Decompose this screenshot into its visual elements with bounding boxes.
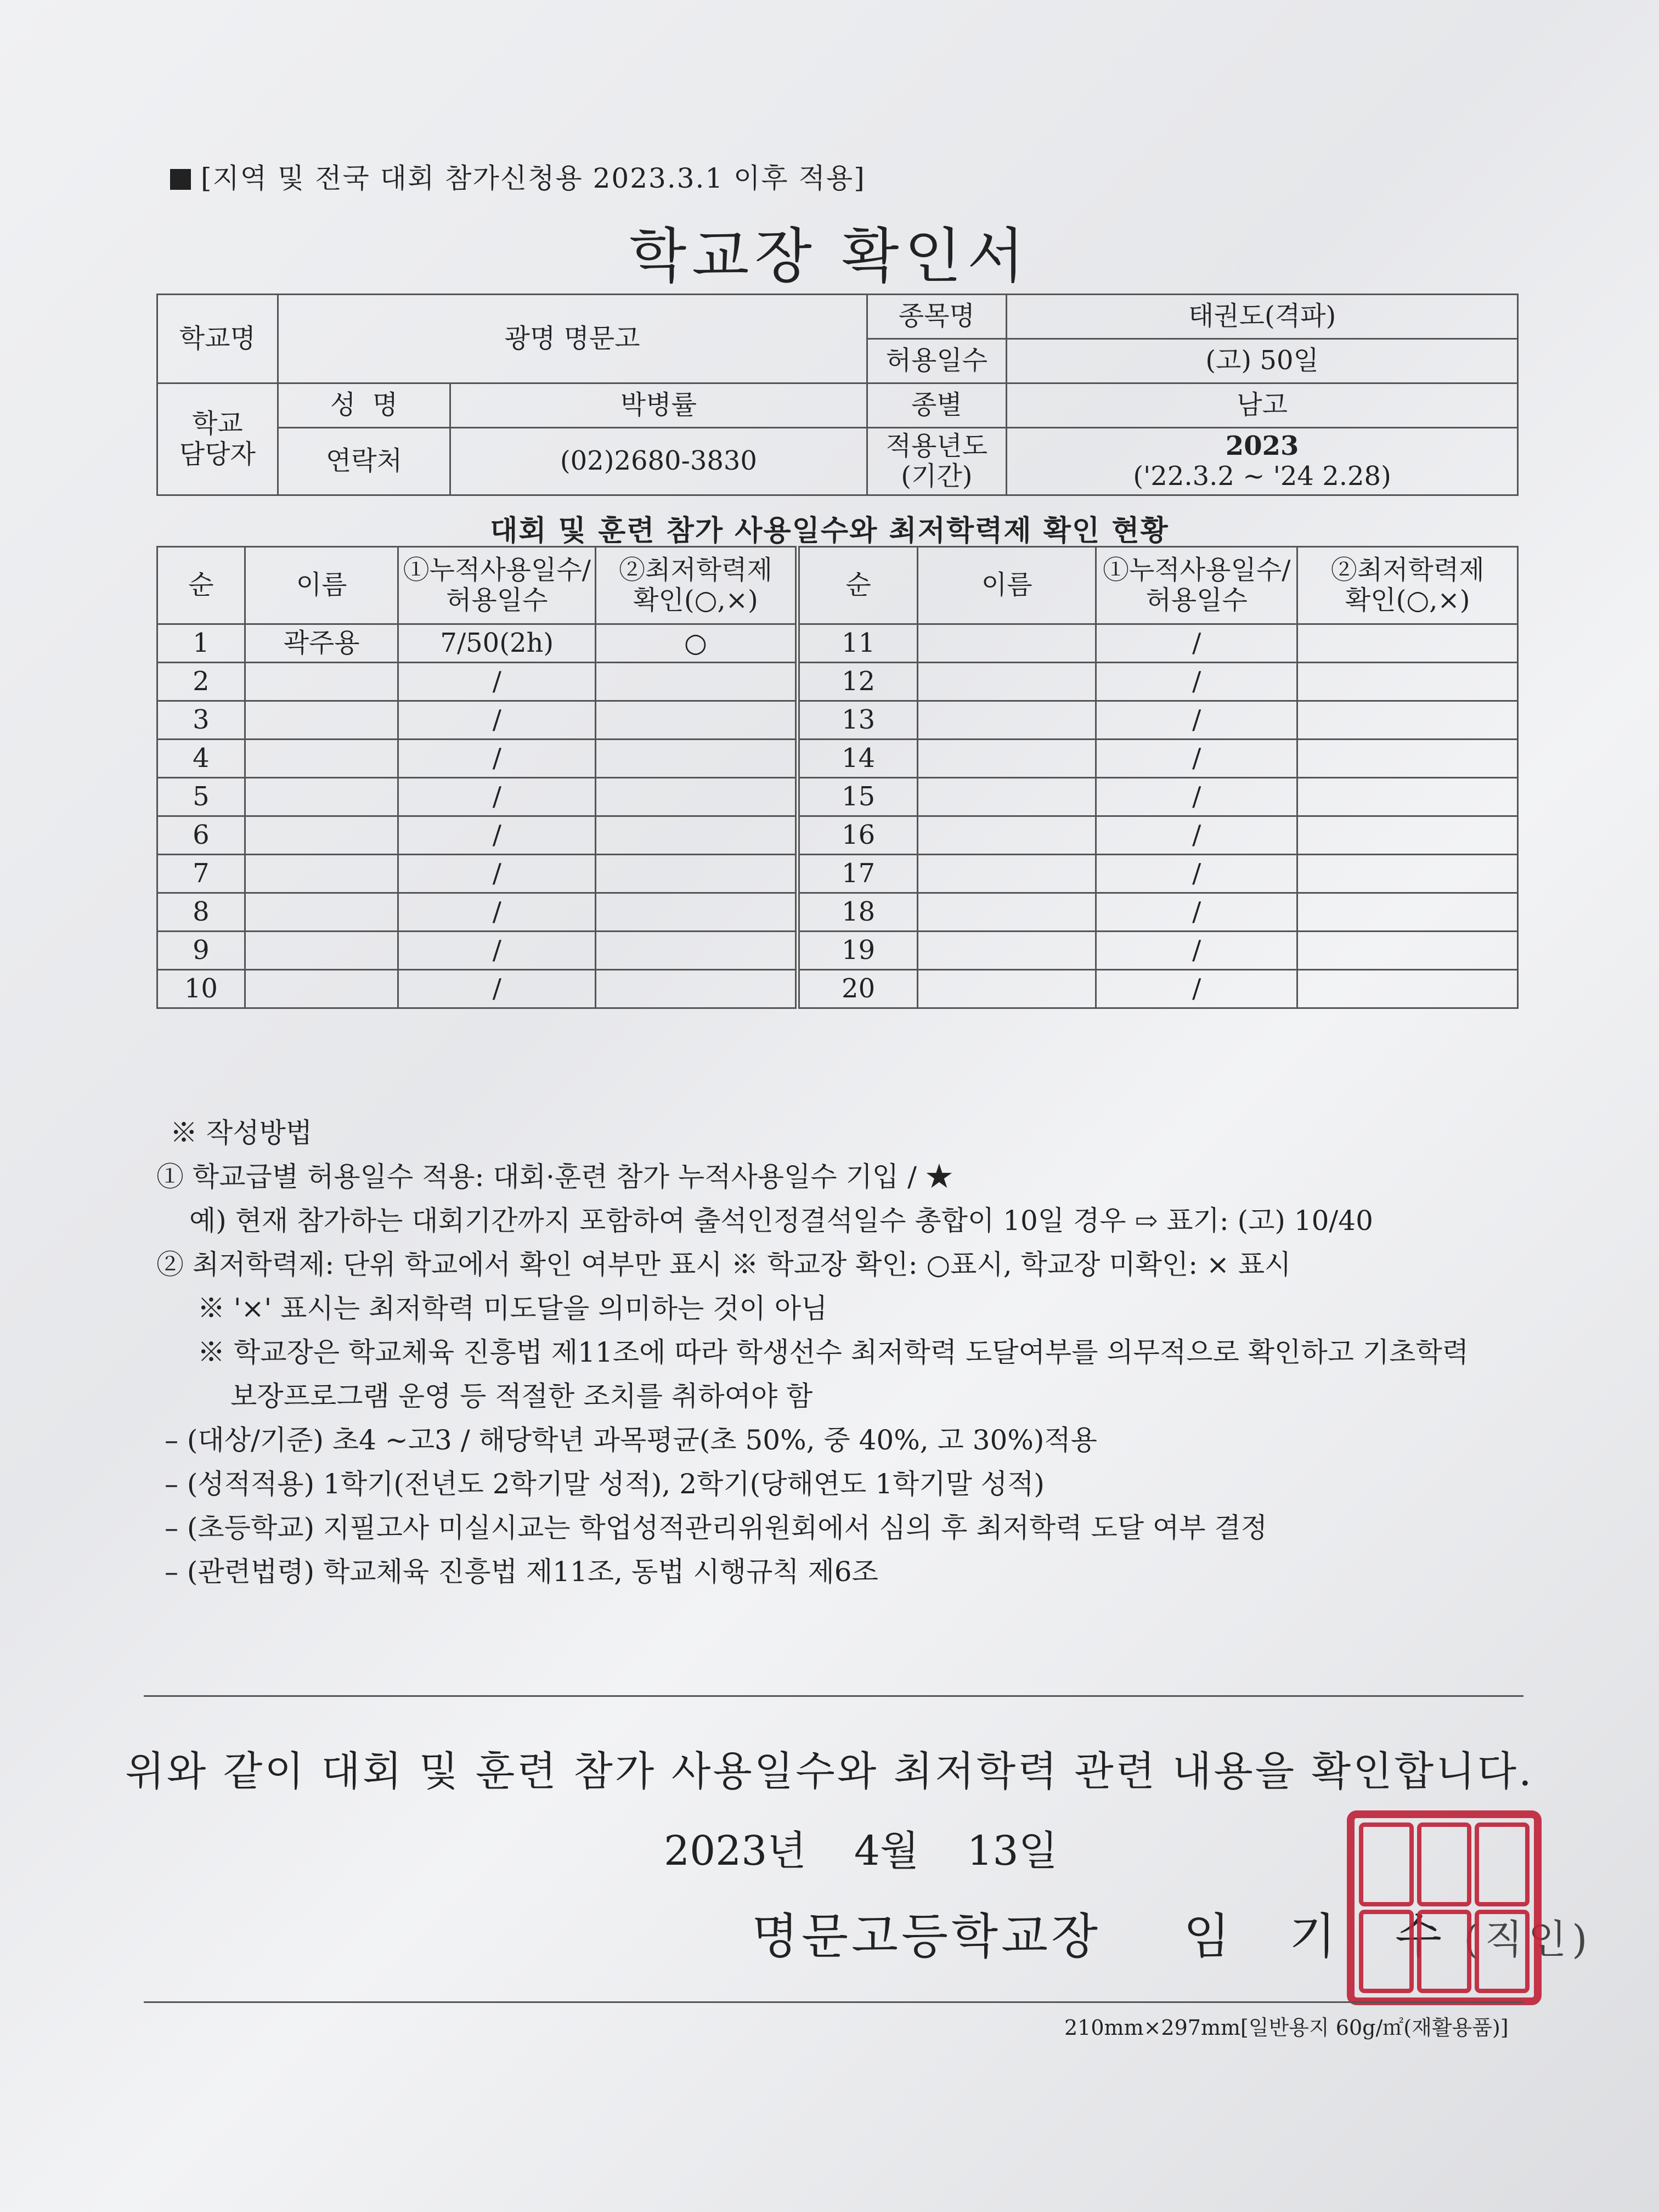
seal-glyph	[1475, 1910, 1530, 1994]
left-no-cell: 3	[157, 701, 245, 740]
instruction-line: ※ 학교장은 학교체육 진흥법 제11조에 따라 학생선수 최저학력 도달여부를 의무적으로 확인하고 기초학력	[198, 1336, 1469, 1368]
left-check-cell	[596, 778, 798, 816]
left-no-cell: 10	[157, 970, 245, 1008]
apply-year-label: 적용년도 (기간)	[867, 428, 1007, 495]
right-check-cell	[1297, 932, 1518, 970]
event-label: 종목명	[867, 295, 1007, 339]
left-days-cell: /	[398, 816, 596, 855]
left-name-cell	[245, 932, 398, 970]
allowed-days-label: 허용일수	[867, 339, 1007, 383]
issue-date: 2023년 4월 13일	[664, 1827, 1058, 1875]
right-name-cell	[918, 778, 1096, 816]
left-days-cell: /	[398, 740, 596, 778]
right-name-cell	[918, 740, 1096, 778]
instructions	[156, 1111, 1469, 1594]
left-days-cell: /	[398, 932, 596, 970]
apply-period-value: ('22.3.2 ~ '24 2.28)	[1133, 461, 1391, 492]
school-value: 광명 명문고	[278, 295, 867, 383]
left-name-cell	[245, 855, 398, 893]
right-days-cell: /	[1096, 663, 1297, 701]
table-row	[157, 624, 1518, 663]
left-name-cell	[245, 663, 398, 701]
table-row	[157, 855, 1518, 893]
right-no-cell: 12	[797, 663, 918, 701]
instruction-line: 예) 현재 참가하는 대회기간까지 포함하여 출석인정결석일수 총합이 10일 경우 ⇨ 표기: (고) 10/40	[189, 1205, 1373, 1237]
table-row	[157, 663, 1518, 701]
usage-rows	[157, 624, 1518, 1008]
left-check-cell	[596, 855, 798, 893]
left-check-cell: ○	[596, 624, 798, 663]
instruction-line: – (관련법령) 학교체육 진흥법 제11조, 동법 시행규칙 제6조	[165, 1556, 878, 1588]
official-seal-stamp	[1347, 1810, 1542, 2005]
seal-glyph	[1475, 1822, 1530, 1906]
header-no-left: 순	[157, 547, 245, 624]
instruction-line: ※ '×' 표시는 최저학력 미도달을 의미하는 것이 아님	[198, 1293, 828, 1324]
apply-year-value: 2023	[1225, 430, 1299, 461]
left-name-cell	[245, 893, 398, 932]
left-days-cell: /	[398, 778, 596, 816]
document-title: 학교장 확인서	[629, 222, 1030, 291]
left-days-cell: /	[398, 855, 596, 893]
manager-label: 학교 담당자	[157, 383, 278, 495]
header-cumulative-right: ①누적사용일수/ 허용일수	[1096, 547, 1297, 624]
right-name-cell	[918, 970, 1096, 1008]
header-name-right: 이름	[918, 547, 1096, 624]
official-seal-word: (직인)	[1464, 1916, 1593, 1962]
left-check-cell	[596, 701, 798, 740]
table-row	[157, 893, 1518, 932]
contact-value: (02)2680-3830	[450, 428, 867, 495]
right-name-cell	[918, 855, 1096, 893]
seal-glyph	[1417, 1910, 1472, 1994]
confirmation-statement: 위와 같이 대회 및 훈련 참가 사용일수와 최저학력 관련 내용을 확인합니다.	[125, 1748, 1534, 1795]
left-no-cell: 6	[157, 816, 245, 855]
right-name-cell	[918, 663, 1096, 701]
header-cumulative-left: ①누적사용일수/ 허용일수	[398, 547, 596, 624]
right-name-cell	[918, 701, 1096, 740]
right-check-cell	[1297, 778, 1518, 816]
seal-glyph	[1359, 1822, 1414, 1906]
table-row	[157, 816, 1518, 855]
usage-table	[156, 546, 1519, 1009]
left-days-cell: /	[398, 663, 596, 701]
left-check-cell	[596, 740, 798, 778]
instruction-line: 보장프로그램 운영 등 적절한 조치를 취하여야 함	[230, 1380, 813, 1412]
right-name-cell	[918, 932, 1096, 970]
right-no-cell: 20	[797, 970, 918, 1008]
divider-top	[144, 1695, 1523, 1697]
left-check-cell	[596, 970, 798, 1008]
left-name-cell	[245, 816, 398, 855]
instruction-line: – (대상/기준) 초4 ~고3 / 해당학년 과목평균(초 50%, 중 40%, 고 30%)적용	[165, 1424, 1097, 1456]
right-check-cell	[1297, 893, 1518, 932]
right-days-cell: /	[1096, 701, 1297, 740]
right-no-cell: 18	[797, 893, 918, 932]
header-note-text: [지역 및 전국 대회 참가신청용 2023.3.1 이후 적용]	[201, 162, 866, 194]
right-days-cell: /	[1096, 932, 1297, 970]
header-name-left: 이름	[245, 547, 398, 624]
instruction-line: – (성적적용) 1학기(전년도 2학기말 성적), 2학기(당해연도 1학기말 성적)	[165, 1468, 1045, 1500]
left-days-cell: /	[398, 701, 596, 740]
right-days-cell: /	[1096, 855, 1297, 893]
table-row	[157, 740, 1518, 778]
contact-label: 연락처	[278, 428, 450, 495]
right-name-cell	[918, 624, 1096, 663]
right-no-cell: 19	[797, 932, 918, 970]
school-info-table	[156, 294, 1519, 496]
header-note	[170, 156, 866, 196]
gender-value: 남고	[1007, 383, 1518, 428]
left-name-cell	[245, 970, 398, 1008]
right-check-cell	[1297, 816, 1518, 855]
instruction-line: – (초등학교) 지필고사 미실시교는 학업성적관리위원회에서 심의 후 최저학력 도달 여부 결정	[165, 1512, 1268, 1544]
right-days-cell: /	[1096, 970, 1297, 1008]
left-check-cell	[596, 932, 798, 970]
event-value: 태권도(격파)	[1007, 295, 1518, 339]
right-days-cell: /	[1096, 816, 1297, 855]
right-no-cell: 17	[797, 855, 918, 893]
principal-name: 임 기 수	[1183, 1908, 1464, 1965]
table-row	[157, 778, 1518, 816]
right-check-cell	[1297, 740, 1518, 778]
left-name-cell	[245, 701, 398, 740]
left-check-cell	[596, 816, 798, 855]
manager-name-value: 박병률	[450, 383, 867, 428]
instructions-heading: ※ 작성방법	[170, 1117, 313, 1149]
right-check-cell	[1297, 624, 1518, 663]
square-bullet-icon	[170, 169, 191, 190]
left-no-cell: 8	[157, 893, 245, 932]
school-label: 학교명	[157, 295, 278, 383]
seal-glyph	[1417, 1822, 1472, 1906]
left-no-cell: 7	[157, 855, 245, 893]
paper-spec: 210mm×297mm[일반용지 60g/㎡(재활용품)]	[1064, 2016, 1509, 2040]
right-days-cell: /	[1096, 893, 1297, 932]
header-check-right: ②최저학력제 확인(○,×)	[1297, 547, 1518, 624]
allowed-days-value: (고) 50일	[1007, 339, 1518, 383]
left-no-cell: 4	[157, 740, 245, 778]
right-check-cell	[1297, 663, 1518, 701]
left-check-cell	[596, 663, 798, 701]
manager-name-label: 성 명	[278, 383, 450, 428]
right-days-cell: /	[1096, 778, 1297, 816]
right-days-cell: /	[1096, 624, 1297, 663]
principal-school: 명문고등학교장	[752, 1908, 1102, 1965]
table-row	[157, 932, 1518, 970]
table-row	[157, 970, 1518, 1008]
left-no-cell: 5	[157, 778, 245, 816]
seal-pattern	[1359, 1822, 1530, 1993]
right-no-cell: 16	[797, 816, 918, 855]
left-days-cell: /	[398, 970, 596, 1008]
header-no-right: 순	[797, 547, 918, 624]
table-row	[157, 701, 1518, 740]
left-name-cell	[245, 740, 398, 778]
right-no-cell: 13	[797, 701, 918, 740]
right-check-cell	[1297, 970, 1518, 1008]
header-check-left: ②최저학력제 확인(○,×)	[596, 547, 798, 624]
left-no-cell: 1	[157, 624, 245, 663]
left-name-cell: 곽주용	[245, 624, 398, 663]
left-days-cell: /	[398, 893, 596, 932]
apply-year-cell	[1007, 428, 1518, 495]
left-check-cell	[596, 893, 798, 932]
status-section-title: 대회 및 훈련 참가 사용일수와 최저학력제 확인 현황	[490, 514, 1169, 548]
right-no-cell: 11	[797, 624, 918, 663]
instruction-line: ② 최저학력제: 단위 학교에서 확인 여부만 표시 ※ 학교장 확인: ○표시, 학교장 미확인: × 표시	[156, 1249, 1291, 1280]
right-name-cell	[918, 816, 1096, 855]
right-days-cell: /	[1096, 740, 1297, 778]
left-name-cell	[245, 778, 398, 816]
left-no-cell: 9	[157, 932, 245, 970]
gender-label: 종별	[867, 383, 1007, 428]
seal-glyph	[1359, 1910, 1414, 1994]
left-no-cell: 2	[157, 663, 245, 701]
right-no-cell: 15	[797, 778, 918, 816]
left-days-cell: 7/50(2h)	[398, 624, 596, 663]
right-check-cell	[1297, 701, 1518, 740]
right-no-cell: 14	[797, 740, 918, 778]
right-name-cell	[918, 893, 1096, 932]
instruction-line: ① 학교급별 허용일수 적용: 대회·훈련 참가 누적사용일수 기입 / ★	[156, 1161, 953, 1193]
right-check-cell	[1297, 855, 1518, 893]
divider-bottom	[144, 2001, 1523, 2003]
